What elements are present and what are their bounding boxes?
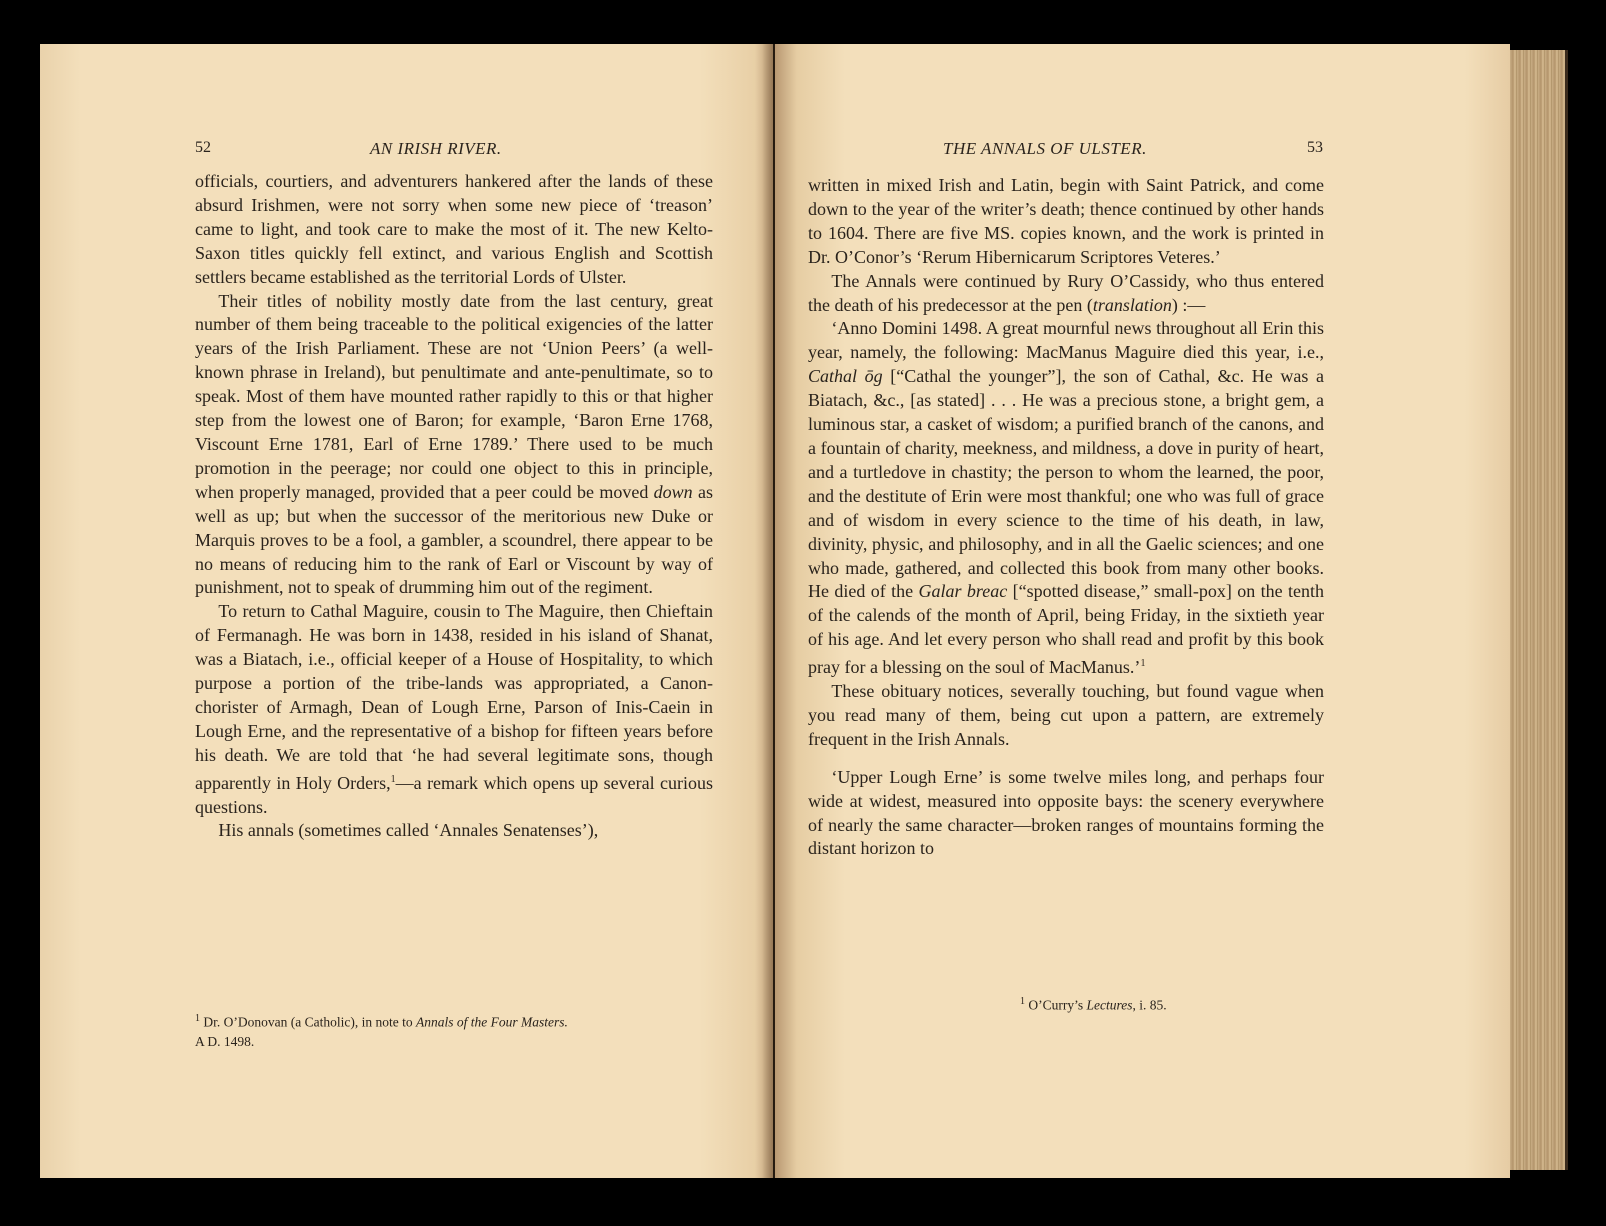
page-number-right: 53 (1307, 139, 1323, 156)
paragraph: His annals (sometimes called ‘Annales Senatenses’), (218, 820, 599, 841)
running-head-right: THE ANNALS OF ULSTER. (943, 139, 1147, 158)
paragraph: To return to Cathal Maguire, cousin to The Maguire, then Chieftain of Fermanagh. He was born in 1438, resided in his island of Shanat, was a Biatach, i.e., official keeper of a House of Hospitality, to which purpose a portion of the tribe-lands was appropriated, a Canon-chorister of Armagh, Dean of Lough Erne, Parson of Inis-Caein in Lough Erne, and the representative of a bishop for fifteen years before his death. We are told that ‘he had several legitimate sons, though apparently in Holy Orders,$^1$—a remark which opens up several curious questions. (195, 601, 713, 817)
paragraph: The Annals were continued by Rury O’Cassidy, who thus entered the death of his predecessor at the pen (translation) :— (808, 270, 1324, 315)
paragraph: These obituary notices, severally touching, but found vague when you read many of them, being cut upon a pattern, are extremely frequent in the Irish Annals. (808, 681, 1324, 749)
left-page (40, 44, 773, 1178)
page-edges (1510, 50, 1568, 1170)
italic-word: down (653, 481, 693, 502)
paragraph: Their titles of nobility mostly date from the last century, great number of them being traceable to the political exigencies of the latter years of the Irish Parliament. These are not ‘Union Peers’ (a well-known phrase in Ireland), but penultimate and ante-penultimate, so to speak. Most of them have mounted rather rapidly to this or that higher step from the lowest one of Baron; for example, ‘Baron Erne 1768, Viscount Erne 1781, Earl of Erne 1789.’ There used to be much promotion in the peerage; nor could one object to this in principle, when properly managed, provided that a peer could be moved down as well as up; but when the successor of the meritorious new Duke or Marquis proves to be a fool, a gambler, a scoundrel, there appear to be no means of reducing him to the rank of Earl or Viscount by way of punishment, not to speak of drumming him out of the regiment. (195, 290, 714, 598)
footnote-reference: 1 (390, 773, 396, 785)
left-body-text (195, 170, 713, 843)
right-body-text (808, 174, 1324, 861)
footnote-right: $^1$ O’Curry’s Lectures, i. 85. (1020, 996, 1167, 1013)
paragraph: written in mixed Irish and Latin, begin with Saint Patrick, and come down to the year of the writer’s death; thence continued by other hands to 1604. There are five MS. copies known, and the work is printed in Dr. O’Conor’s ‘Rerum Hibernicarum Scriptores Veteres.’ (808, 175, 1324, 267)
page-number-left: 52 (195, 139, 211, 156)
open-book (40, 44, 1570, 1182)
paragraph: ‘Anno Domini 1498. A great mournful news throughout all Erin this year, namely, the following: MacManus Maguire died this year, i.e., Cathal ōg [“Cathal the younger”], the son of Cathal, &c. He was a Biatach, &c., [as stated] . . . He was a precious stone, a bright gem, a luminous star, a casket of wisdom; a purified branch of the canons, and a fountain of charity, meekness, and mildness, a dove in purity of heart, and a turtledove in chastity; the person to whom the learned, the poor, and the destitute of Erin were most thankful; one who was full of grace and of wisdom in every science to the time of his death, in law, divinity, physic, and philosophy, and in all the Gaelic sciences; and one who made, gathered, and collected this book from many other books. He died of the Galar breac [“spotted disease,” small-pox] on the tenth of the calends of the month of April, being Friday, in the sixtieth year of his age. And let every person who shall read and profit by this book pray for a blessing on the soul of MacManus.’$^1$ (808, 318, 1324, 678)
running-head-left: AN IRISH RIVER. (370, 139, 502, 158)
footnote-reference: 1 (1140, 658, 1146, 670)
paragraph: ‘Upper Lough Erne’ is some twelve miles long, and perhaps four wide at widest, measured into opposite bays: the scenery everywhere of nearly the same character—broken ranges of mountains forming the distant horizon to (808, 766, 1324, 859)
right-page (775, 44, 1510, 1178)
paragraph: officials, courtiers, and adventurers hankered after the lands of these absurd Irishmen, were not sorry when some new piece of ‘treason’ came to light, and took care to make the most of it. The new Kelto-Saxon titles quickly fell extinct, and various English and Scottish settlers became established as the territorial Lords of Ulster. (195, 171, 713, 287)
footnote-left: $^1$ Dr. O’Donovan (a Catholic), in note to Annals of the Four Masters. A D. 1498. (195, 1013, 568, 1049)
